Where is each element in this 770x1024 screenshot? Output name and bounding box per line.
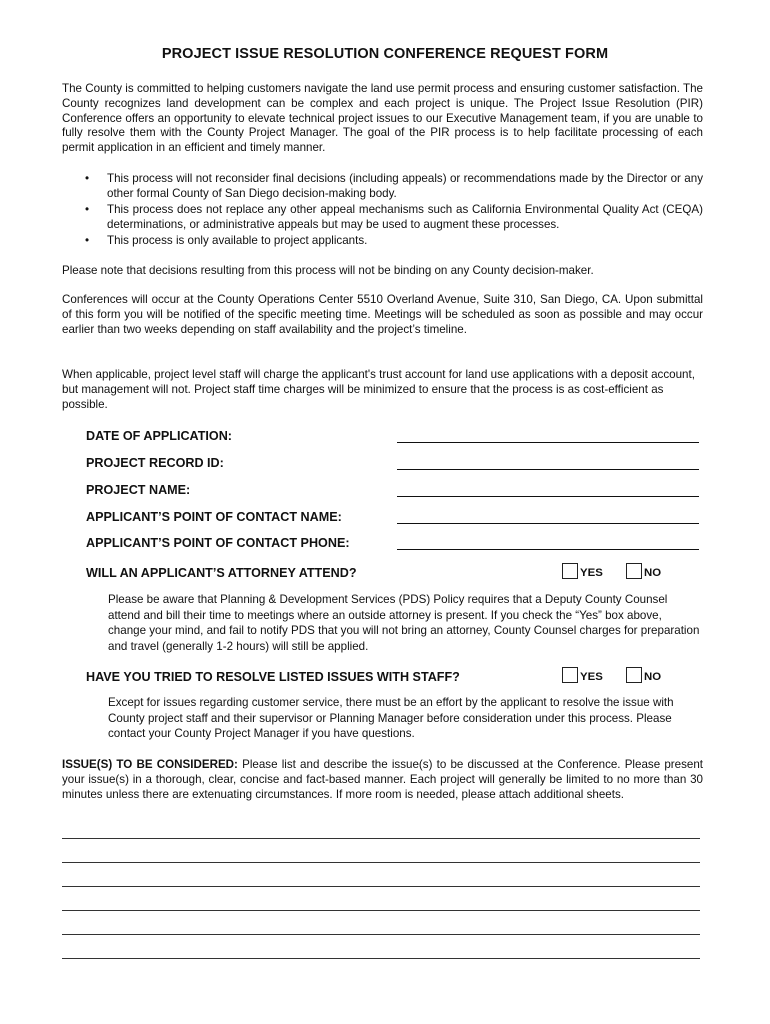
issue-line-6[interactable]: [62, 958, 700, 959]
resolve-no-checkbox[interactable]: [626, 667, 642, 683]
resolve-note: Except for issues regarding customer service, there must be an effort by the applicant to resolve the issue with County project staff and their supervisor or Planning Manager before consideration under this process. Please contact your County Project Manager if you have questions.: [108, 696, 674, 740]
project-name-label: PROJECT NAME:: [86, 483, 191, 497]
attorney-question: WILL AN APPLICANT’S ATTORNEY ATTEND?: [86, 566, 357, 580]
intro-paragraph: The County is committed to helping customers navigate the land use permit process and ensuring customer satisfaction. The County recognizes land development can be complex and each project is unique. The Project Issue Resolution (PIR) Conference offers an opportunity to elevate technical project issues to our Executive Management team, if you are unable to fully resolve them with the County Project Manager. The goal of the PIR process is to help facilitate processing of each permit application in an efficient and timely manner.: [62, 82, 703, 155]
bullet-item: • This process does not replace any other appeal mechanisms such as California Environmental Quality Act (CEQA) determinations, or administrative appeals but may be used to augment these processes.: [85, 202, 703, 231]
issue-line-5[interactable]: [62, 934, 700, 935]
attorney-no-option[interactable]: [626, 563, 661, 579]
record-id-label: PROJECT RECORD ID:: [86, 456, 224, 470]
issue-line-1[interactable]: [62, 838, 700, 839]
resolve-yes-option[interactable]: [562, 667, 603, 683]
binding-note: Please note that decisions resulting from this process will not be binding on any County decision-maker.: [62, 264, 594, 277]
page-title: PROJECT ISSUE RESOLUTION CONFERENCE REQUEST FORM: [161, 46, 609, 62]
conferences-paragraph: Conferences will occur at the County Operations Center 5510 Overland Avenue, Suite 310, San Diego, CA. Upon submittal of this form you will be notified of the specific meeting time. Meetings will be scheduled as soon as possible and may occur earlier than two weeks depending on staff availability and the project’s timeline.: [62, 293, 703, 336]
date-label: DATE OF APPLICATION:: [86, 429, 232, 443]
bullet-icon: •: [85, 172, 90, 185]
date-input-line[interactable]: [397, 442, 699, 443]
charges-paragraph: When applicable, project level staff will charge the applicant's trust account for land use applications with a deposit account, but management will not. Project staff time charges will be minimized to ensure that the process is as cost-efficient as possible.: [62, 368, 695, 411]
attorney-yes-label: YES: [580, 567, 603, 579]
attorney-no-label: NO: [644, 567, 662, 579]
bullet-icon: •: [85, 202, 90, 216]
issue-line-4[interactable]: [62, 910, 700, 911]
attorney-yes-checkbox[interactable]: [562, 563, 578, 579]
contact-phone-input-line[interactable]: [397, 549, 699, 550]
bullet-item: • This process will not reconsider final decisions (including appeals) or recommendations made by the Director or any other formal County of San Diego decision-making body.: [85, 172, 703, 200]
attorney-yes-option[interactable]: [562, 563, 603, 579]
issue-line-2[interactable]: [62, 862, 700, 863]
issues-paragraph: [62, 758, 703, 802]
attorney-no-checkbox[interactable]: [626, 563, 642, 579]
record-id-input-line[interactable]: [397, 469, 699, 470]
contact-name-label: APPLICANT’S POINT OF CONTACT NAME:: [86, 510, 342, 524]
bullet-icon: •: [85, 233, 90, 247]
resolve-yes-checkbox[interactable]: [562, 667, 578, 683]
issue-line-3[interactable]: [62, 886, 700, 887]
issues-instructions: Please list and describe the issue(s) to be discussed at the Conference. Please present your issue(s) in a thorough, clear, concise and fact-based manner. Each project will generally be limited to no more than 30 minutes unless there are extenuating circumstances. If more room is needed, please attach additional sheets.: [62, 758, 703, 801]
project-name-input-line[interactable]: [397, 496, 699, 497]
resolve-question: HAVE YOU TRIED TO RESOLVE LISTED ISSUES WITH STAFF?: [86, 670, 460, 684]
bullet-item: • This process is only available to project applicants.: [85, 233, 368, 247]
attorney-note: Please be aware that Planning & Development Services (PDS) Policy requires that a Deputy County Counsel attend and bill their time to meetings where an outside attorney is present. If you check the “Yes” box above, change your mind, and fail to notify PDS that you will not bring an attorney, County Counsel charges for preparation and travel (generally 1-2 hours) will still be applied.: [108, 593, 700, 653]
resolve-no-label: NO: [644, 671, 662, 683]
resolve-no-option[interactable]: [626, 667, 661, 683]
resolve-yes-label: YES: [580, 671, 603, 683]
contact-phone-label: APPLICANT’S POINT OF CONTACT PHONE:: [86, 536, 350, 550]
process-bullet-list: [62, 172, 703, 250]
issues-label: ISSUE(S) TO BE CONSIDERED:: [62, 758, 238, 771]
contact-name-input-line[interactable]: [397, 523, 699, 524]
